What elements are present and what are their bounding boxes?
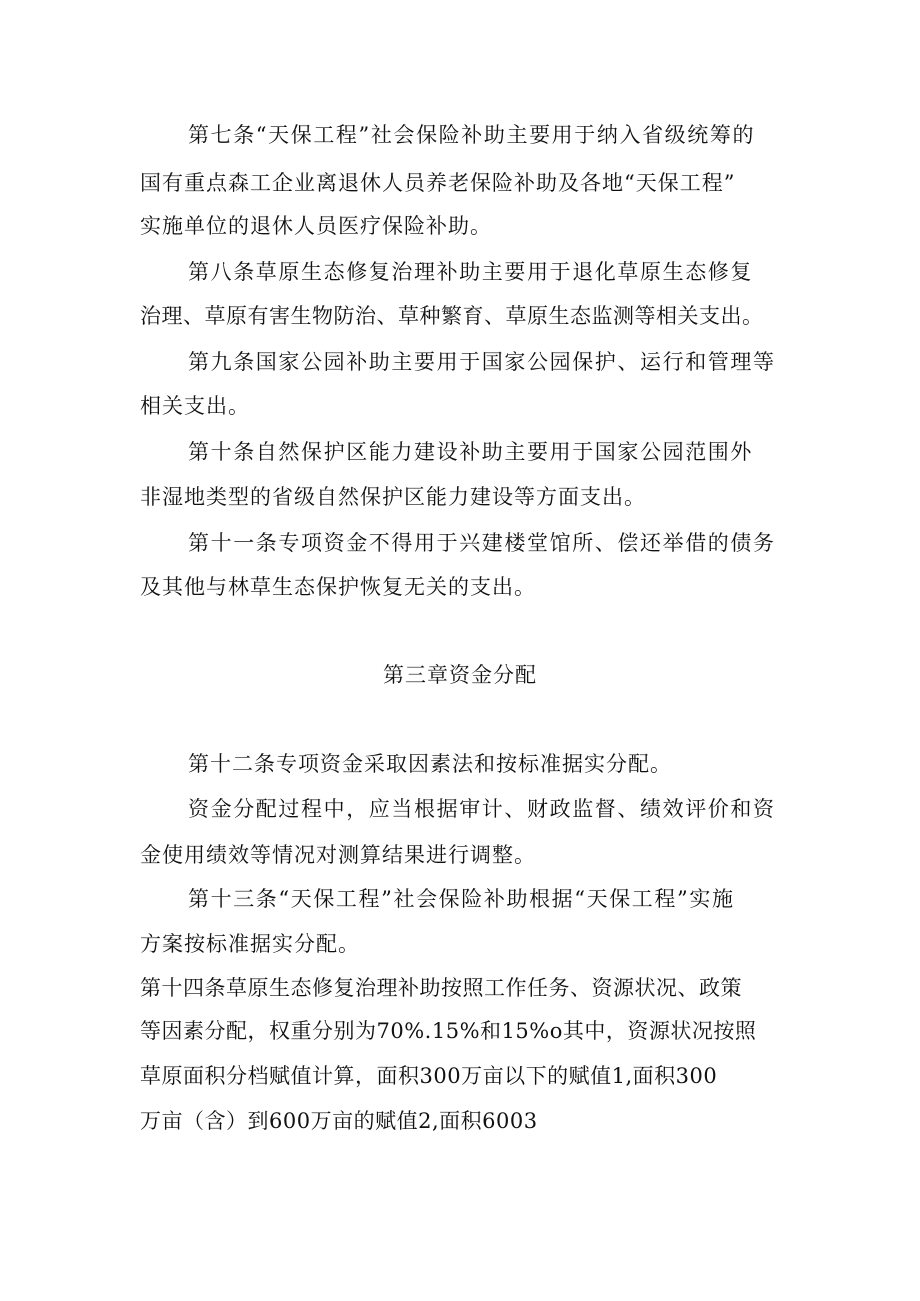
paragraph-line: 实施单位的退休人员医疗保险补助。: [140, 214, 492, 238]
paragraph-line: 等因素分配，权重分别为70%.15%和15%o其中，资源状况按照: [140, 1019, 757, 1043]
chapter-heading: 第三章资金分配: [383, 663, 537, 687]
paragraph-line: 治理、草原有害生物防治、草种繁育、草原生态监测等相关支出。: [140, 304, 764, 328]
paragraph-line: 及其他与林草生态保护恢复无关的支出。: [140, 575, 536, 599]
paragraph-line: 第十四条草原生态修复治理补助按照工作任务、资源状况、政策: [140, 976, 742, 1000]
paragraph-line: 非湿地类型的省级自然保护区能力建设等方面支出。: [140, 485, 646, 509]
paragraph-line: 第十二条专项资金采取因素法和按标准据实分配。: [188, 752, 672, 776]
paragraph-line: 第十一条专项资金不得用于兴建楼堂馆所、偿还举借的债务: [188, 531, 776, 555]
paragraph-line: 第九条国家公园补助主要用于国家公园保护、运行和管理等: [188, 350, 776, 374]
paragraph-line: 第八条草原生态修复治理补助主要用于退化草原生态修复: [188, 260, 753, 284]
paragraph-line: 资金分配过程中，应当根据审计、财政监督、绩效评价和资: [188, 797, 776, 821]
paragraph-line: 金使用绩效等情况对测算结果进行调整。: [140, 843, 536, 867]
paragraph-line: 相关支出。: [140, 394, 250, 418]
paragraph-line: 第七条“天保工程”社会保险补助主要用于纳入省级统筹的: [188, 123, 756, 147]
paragraph-line: 草原面积分档赋值计算，面积300万亩以下的赋值1,面积300: [140, 1064, 718, 1088]
paragraph-line: 第十三条“天保工程”社会保险补助根据“天保工程”实施: [188, 887, 735, 911]
paragraph-line: 万亩（含）到600万亩的赋值2,面积6003: [140, 1109, 538, 1133]
paragraph-line: 方案按标准据实分配。: [140, 932, 360, 956]
paragraph-line: 国有重点森工企业离退休人员养老保险补助及各地“天保工程”: [140, 171, 736, 195]
paragraph-line: 第十条自然保护区能力建设补助主要用于国家公园范围外: [188, 440, 753, 464]
